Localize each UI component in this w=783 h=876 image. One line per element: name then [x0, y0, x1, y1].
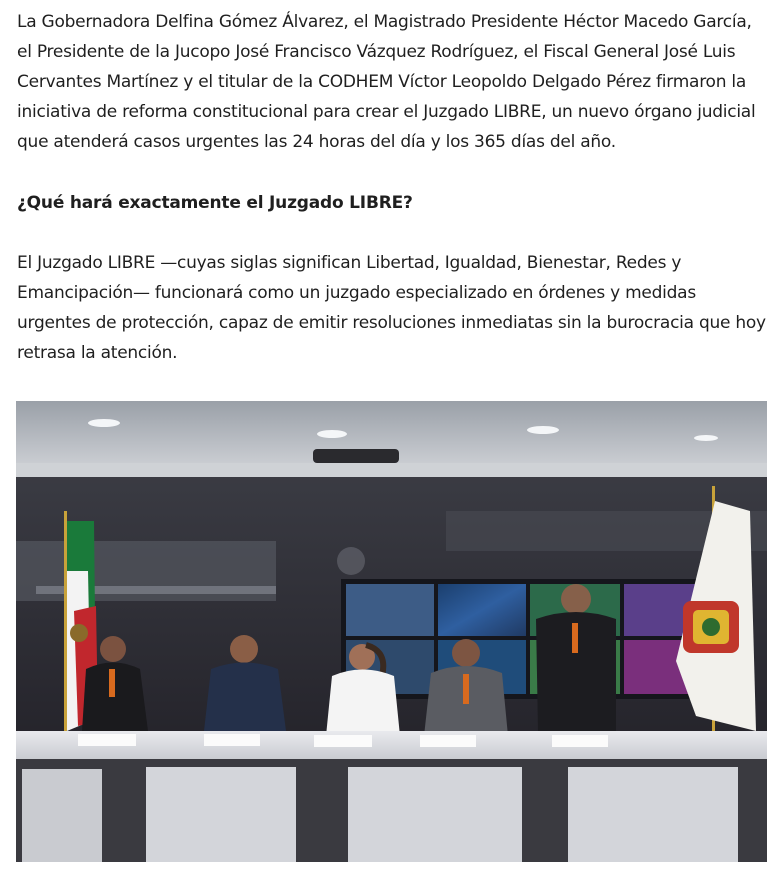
document: [204, 734, 260, 746]
document: [552, 735, 608, 747]
projector: [313, 449, 399, 463]
body-paragraph: El Juzgado LIBRE —cuyas siglas significan Libertad, Igualdad, Bienestar, Redes y Emancipación— funcionará como un juzgado especializado en órdenes y medidas urgentes de protección, capaz de emitir resoluciones inmediatas sin la burocracia que hoy retrasa la atención.: [17, 253, 766, 363]
document: [314, 735, 372, 747]
intro-paragraph: La Gobernadora Delfina Gómez Álvarez, el Magistrado Presidente Héctor Macedo García, el Presidente de la Jucopo José Francisco Vázquez Rodríguez, el Fiscal General José Luis Cervantes Martínez y el titular de la CODHEM Víctor Leopoldo Delgado Pérez firmaron la iniciativa de reforma constitucional para crear el Juzgado LIBRE, un nuevo órgano judicial que atenderá casos urgentes las 24 horas del día y los 365 días del año.: [17, 12, 756, 152]
document: [420, 735, 476, 747]
document: [78, 734, 136, 746]
signing-ceremony-photo: [16, 401, 767, 862]
section-heading: ¿Qué hará exactamente el Juzgado LIBRE?: [17, 193, 413, 213]
